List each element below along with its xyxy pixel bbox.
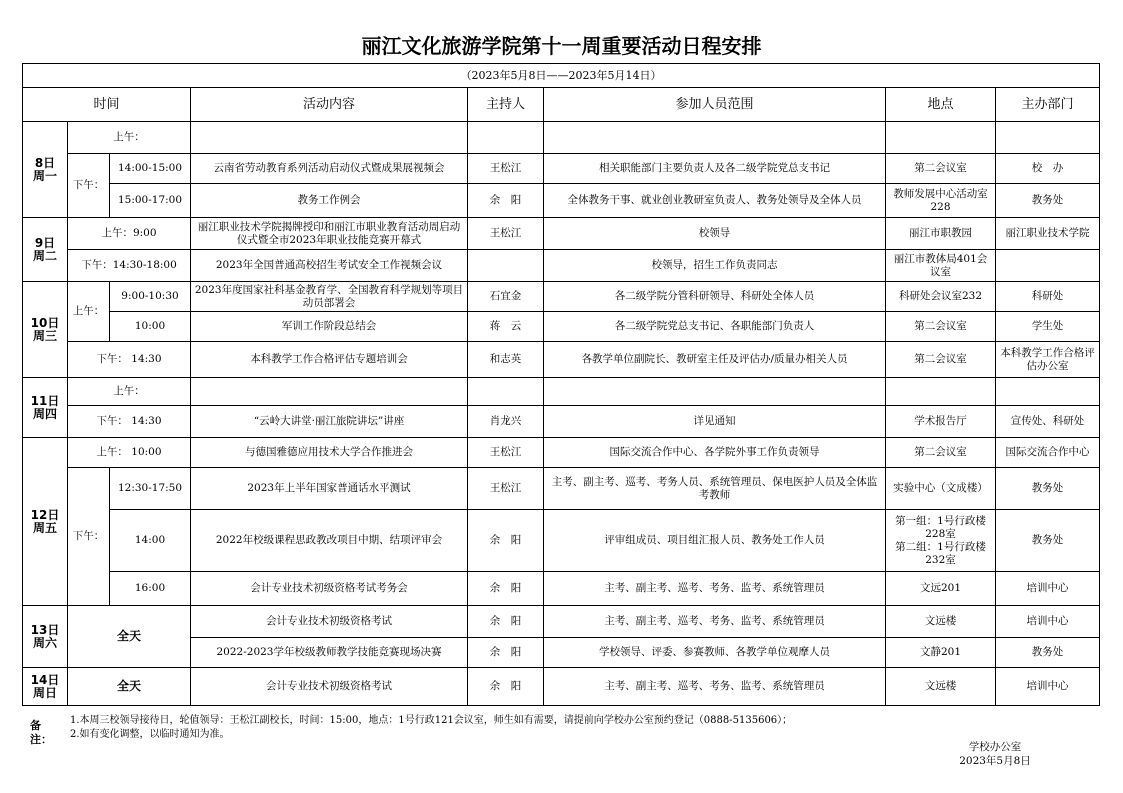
signature-date: 2023年5月8日 bbox=[959, 755, 1031, 767]
activity-cell: “云岭大讲堂·丽江旅院讲坛”讲座 bbox=[191, 406, 468, 438]
participants-cell: 校领导 bbox=[544, 218, 886, 250]
time-cell: 12:30-17:50 bbox=[110, 468, 191, 510]
day-number: 13日 bbox=[30, 622, 60, 637]
organizer-cell bbox=[996, 378, 1100, 406]
period-label: 下午： bbox=[68, 154, 110, 218]
activity-cell: 会计专业技术初级资格考试 bbox=[191, 606, 468, 638]
participants-cell: 详见通知 bbox=[544, 406, 886, 438]
participants-cell: 评审组成员、项目组汇报人员、教务处工作人员 bbox=[544, 510, 886, 572]
organizer-cell: 校 办 bbox=[996, 154, 1100, 184]
weekday: 周三 bbox=[32, 328, 57, 343]
host-cell: 石宜金 bbox=[468, 282, 544, 312]
activity-cell: 2022年校级课程思政教改项目中期、结项评审会 bbox=[191, 510, 468, 572]
activity-cell: 丽江职业技术学院揭牌授印和丽江市职业教育活动周启动仪式暨全市2023年职业技能竞赛开幕式 bbox=[191, 218, 468, 250]
location-cell: 第一组：1号行政楼228室 第二组：1号行政楼232室 bbox=[886, 510, 996, 572]
schedule-table bbox=[22, 63, 1100, 706]
activity-cell: 云南省劳动教育系列活动启动仪式暨成果展视频会 bbox=[191, 154, 468, 184]
host-cell: 蒋 云 bbox=[468, 312, 544, 342]
participants-cell: 国际交流合作中心、各学院外事工作负责领导 bbox=[544, 438, 886, 468]
participants-cell bbox=[544, 122, 886, 154]
location-cell: 丽江市职教园 bbox=[886, 218, 996, 250]
period-label: 上午： bbox=[68, 122, 191, 154]
notes-label: 备注： bbox=[30, 719, 52, 746]
weekday: 周一 bbox=[32, 168, 57, 183]
organizer-cell: 学生处 bbox=[996, 312, 1100, 342]
participants-cell: 相关职能部门主要负责人及各二级学院党总支书记 bbox=[544, 154, 886, 184]
organizer-cell: 培训中心 bbox=[996, 606, 1100, 638]
time-cell: 14:00-15:00 bbox=[110, 154, 191, 184]
organizer-cell: 丽江职业技术学院 bbox=[996, 218, 1100, 250]
host-cell: 余 阳 bbox=[468, 572, 544, 606]
location-cell bbox=[886, 378, 996, 406]
location-cell: 第二会议室 bbox=[886, 154, 996, 184]
participants-cell: 主考、副主考、巡考、考务、监考、系统管理员 bbox=[544, 668, 886, 706]
activity-cell bbox=[191, 378, 468, 406]
time-cell: 9:00-10:30 bbox=[110, 282, 191, 312]
participants-cell: 主考、副主考、巡考、考务人员、系统管理员、保电医护人员及全体监考教师 bbox=[544, 468, 886, 510]
activity-cell: 与德国雅德应用技术大学合作推进会 bbox=[191, 438, 468, 468]
activity-cell bbox=[191, 122, 468, 154]
host-cell: 余 阳 bbox=[468, 668, 544, 706]
organizer-cell: 教务处 bbox=[996, 638, 1100, 668]
host-cell bbox=[468, 378, 544, 406]
participants-cell bbox=[544, 378, 886, 406]
period-label: 上午： bbox=[68, 282, 110, 342]
note-line: 1.本周三校领导接待日，轮值领导：王松江副校长，时间：15:00，地点：1号行政121会议室，师生如有需要，请提前向学校办公室预约登记（0888-5135606）； bbox=[70, 715, 793, 726]
day-number: 10日 bbox=[30, 315, 60, 330]
signature bbox=[940, 740, 1050, 768]
location-cell bbox=[886, 122, 996, 154]
period-label: 下午： bbox=[68, 468, 110, 606]
organizer-cell: 教务处 bbox=[996, 184, 1100, 218]
day-cell bbox=[23, 282, 68, 378]
host-cell: 王松江 bbox=[468, 218, 544, 250]
location-cell: 文静201 bbox=[886, 638, 996, 668]
notes-lines bbox=[70, 714, 950, 742]
organizer-cell bbox=[996, 250, 1100, 282]
participants-cell: 各二级学院党总支书记、各职能部门负责人 bbox=[544, 312, 886, 342]
host-cell: 肖龙兴 bbox=[468, 406, 544, 438]
header-organizer: 主办部门 bbox=[996, 88, 1100, 122]
location-cell: 科研处会议室232 bbox=[886, 282, 996, 312]
header-activity: 活动内容 bbox=[191, 88, 468, 122]
location-cell: 第二会议室 bbox=[886, 312, 996, 342]
location-cell: 文远201 bbox=[886, 572, 996, 606]
organizer-cell: 教务处 bbox=[996, 468, 1100, 510]
participants-cell: 各二级学院分管科研领导、科研处全体人员 bbox=[544, 282, 886, 312]
all-day-label: 全天 bbox=[68, 668, 191, 706]
weekday: 周二 bbox=[32, 248, 57, 263]
period-label: 下午： 14:30 bbox=[68, 342, 191, 378]
participants-cell: 校领导，招生工作负责同志 bbox=[544, 250, 886, 282]
period-label: 下午： 14:30 bbox=[68, 406, 191, 438]
location-cell: 学术报告厅 bbox=[886, 406, 996, 438]
organizer-cell bbox=[996, 122, 1100, 154]
host-cell: 余 阳 bbox=[468, 184, 544, 218]
organizer-cell: 教务处 bbox=[996, 510, 1100, 572]
organizer-cell: 科研处 bbox=[996, 282, 1100, 312]
activity-cell: 会计专业技术初级资格考试 bbox=[191, 668, 468, 706]
header-host: 主持人 bbox=[468, 88, 544, 122]
period-label: 上午：9:00 bbox=[68, 218, 191, 250]
period-label: 上午： bbox=[68, 378, 191, 406]
header-time: 时间 bbox=[23, 88, 191, 122]
note-line: 2.如有变化调整，以临时通知为准。 bbox=[70, 729, 230, 740]
organizer-cell: 本科教学工作合格评估办公室 bbox=[996, 342, 1100, 378]
day-number: 8日 bbox=[34, 155, 56, 170]
host-cell: 王松江 bbox=[468, 154, 544, 184]
host-cell: 余 阳 bbox=[468, 606, 544, 638]
day-cell bbox=[23, 668, 68, 706]
header-location: 地点 bbox=[886, 88, 996, 122]
activity-cell: 2023年上半年国家普通话水平测试 bbox=[191, 468, 468, 510]
organizer-cell: 培训中心 bbox=[996, 572, 1100, 606]
day-cell bbox=[23, 378, 68, 438]
location-cell: 文远楼 bbox=[886, 668, 996, 706]
day-number: 12日 bbox=[30, 507, 60, 522]
location-cell: 文远楼 bbox=[886, 606, 996, 638]
activity-cell: 2022-2023学年校级教师教学技能竞赛现场决赛 bbox=[191, 638, 468, 668]
location-cell: 教师发展中心活动室228 bbox=[886, 184, 996, 218]
activity-cell: 会计专业技术初级资格考试考务会 bbox=[191, 572, 468, 606]
time-cell: 10:00 bbox=[110, 312, 191, 342]
activity-cell: 军训工作阶段总结会 bbox=[191, 312, 468, 342]
activity-cell: 2023年度国家社科基金教育学、全国教育科学规划等项目动员部署会 bbox=[191, 282, 468, 312]
day-cell bbox=[23, 122, 68, 218]
day-number: 11日 bbox=[30, 393, 60, 408]
day-cell bbox=[23, 438, 68, 606]
day-cell bbox=[23, 218, 68, 282]
host-cell bbox=[468, 122, 544, 154]
host-cell: 王松江 bbox=[468, 468, 544, 510]
header-participants: 参加人员范围 bbox=[544, 88, 886, 122]
participants-cell: 学校领导、评委、参赛教师、各教学单位观摩人员 bbox=[544, 638, 886, 668]
location-cell: 实验中心（文成楼） bbox=[886, 468, 996, 510]
participants-cell: 主考、副主考、巡考、考务、监考、系统管理员 bbox=[544, 606, 886, 638]
day-number: 9日 bbox=[34, 235, 56, 250]
weekday: 周五 bbox=[32, 520, 57, 535]
activity-cell: 本科教学工作合格评估专题培训会 bbox=[191, 342, 468, 378]
weekday: 周六 bbox=[32, 635, 57, 650]
participants-cell: 各教学单位副院长、教研室主任及评估办/质量办相关人员 bbox=[544, 342, 886, 378]
period-label: 上午： 10:00 bbox=[68, 438, 191, 468]
host-cell bbox=[468, 250, 544, 282]
weekday: 周日 bbox=[32, 685, 57, 700]
weekday: 周四 bbox=[32, 406, 57, 421]
time-cell: 15:00-17:00 bbox=[110, 184, 191, 218]
host-cell: 王松江 bbox=[468, 438, 544, 468]
host-cell: 余 阳 bbox=[468, 510, 544, 572]
organizer-cell: 培训中心 bbox=[996, 668, 1100, 706]
organizer-cell: 宣传处、科研处 bbox=[996, 406, 1100, 438]
date-range: （2023年5月8日——2023年5月14日） bbox=[23, 64, 1100, 88]
host-cell: 余 阳 bbox=[468, 638, 544, 668]
activity-cell: 教务工作例会 bbox=[191, 184, 468, 218]
location-cell: 丽江市教体局401会议室 bbox=[886, 250, 996, 282]
time-cell: 16:00 bbox=[110, 572, 191, 606]
host-cell: 和志英 bbox=[468, 342, 544, 378]
activity-cell: 2023年全国普通高校招生考试安全工作视频会议 bbox=[191, 250, 468, 282]
organizer-cell: 国际交流合作中心 bbox=[996, 438, 1100, 468]
all-day-label: 全天 bbox=[68, 606, 191, 668]
page-title: 丽江文化旅游学院第十一周重要活动日程安排 bbox=[361, 34, 762, 58]
location-cell: 第二会议室 bbox=[886, 438, 996, 468]
period-label: 下午：14:30-18:00 bbox=[68, 250, 191, 282]
participants-cell: 全体教务干事、就业创业教研室负责人、教务处领导及全体人员 bbox=[544, 184, 886, 218]
day-number: 14日 bbox=[30, 672, 60, 687]
participants-cell: 主考、副主考、巡考、考务、监考、系统管理员 bbox=[544, 572, 886, 606]
location-cell: 第二会议室 bbox=[886, 342, 996, 378]
signature-office: 学校办公室 bbox=[968, 741, 1022, 753]
day-cell bbox=[23, 606, 68, 668]
time-cell: 14:00 bbox=[110, 510, 191, 572]
